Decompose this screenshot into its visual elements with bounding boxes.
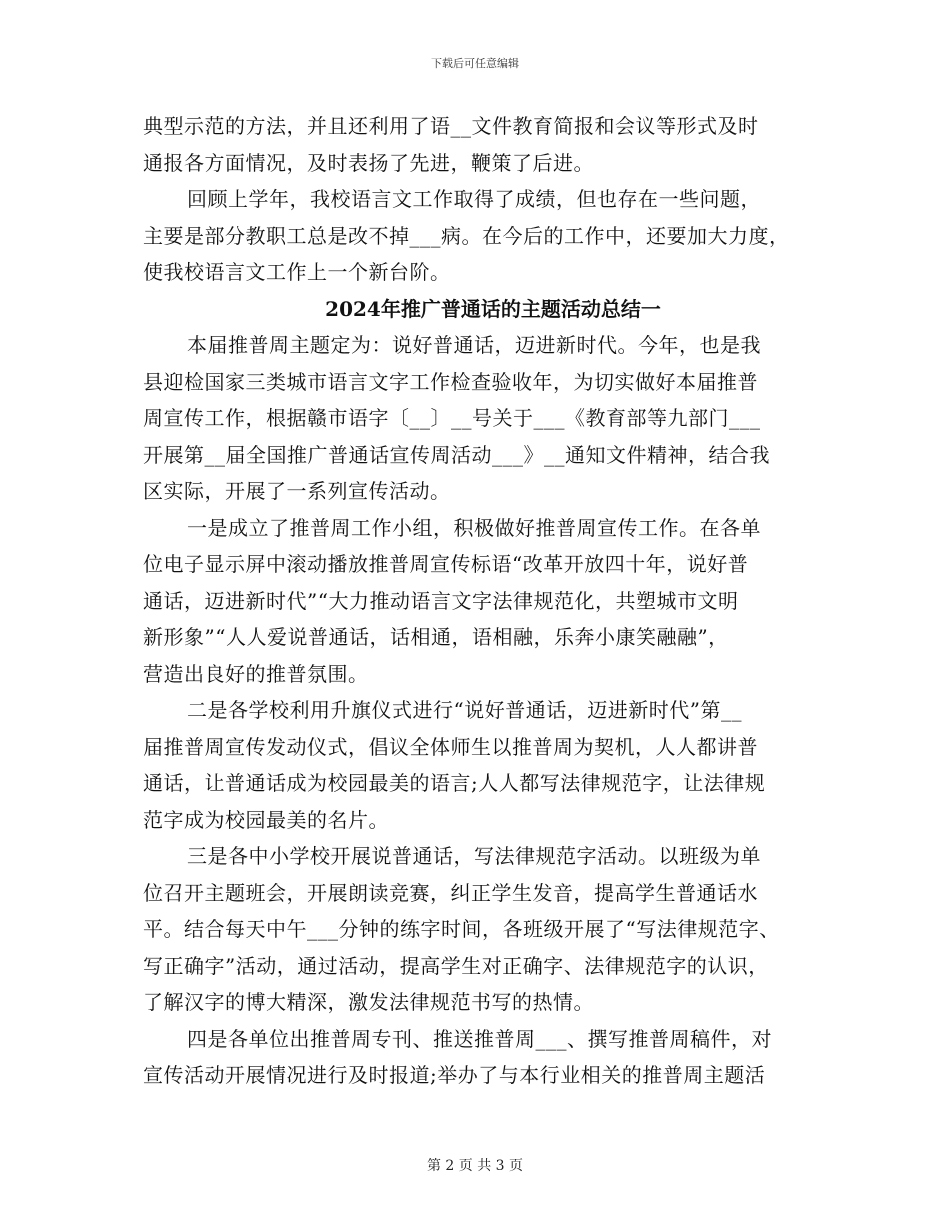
section-title: 2024年推广普通话的主题活动总结一 <box>325 296 661 321</box>
paragraph-line: 新形象”“人人爱说普通话，话相通，语相融，乐奔小康笑融融”， <box>143 625 729 649</box>
paragraph-line: 主要是部分教职工总是改不掉___病。在今后的工作中，还要加大力度， <box>143 223 790 248</box>
paragraph-line: 四是各单位出推普周专刊、推送推普周___、撰写推普周稿件，对 <box>187 1026 772 1051</box>
paragraph-line: 届推普周宣传发动仪式，倡议全体师生以推普周为契机，人人都讲普 <box>143 734 758 759</box>
paragraph-line: 通报各方面情况，及时表扬了先进，鞭策了后进。 <box>143 150 594 175</box>
header-note: 下载后可任意编辑 <box>431 57 519 70</box>
paragraph-line: 典型示范的方法，并且还利用了语__文件教育简报和会议等形式及时 <box>143 114 759 138</box>
paragraph-line: 位召开主题班会，开展朗读竞赛，纠正学生发音，提高学生普通话水 <box>143 880 758 905</box>
paragraph-line: 通话，让普通话成为校园最美的语言;人人都写法律规范字，让法律规 <box>143 771 766 795</box>
paragraph-line: 一是成立了推普周工作小组，积极做好推普周宣传工作。在各单 <box>187 515 761 540</box>
paragraph-line: 回顾上学年，我校语言文工作取得了成绩，但也存在一些问题， <box>187 187 761 211</box>
paragraph-line: 区实际，开展了一系列宣传活动。 <box>143 479 451 503</box>
paragraph-line: 营造出良好的推普氛围。 <box>143 661 369 686</box>
paragraph-line: 范字成为校园最美的名片。 <box>143 807 389 832</box>
paragraph-line: 开展第__届全国推广普通话宣传周活动___》__通知文件精神，结合我 <box>143 442 770 467</box>
paragraph-line: 本届推普周主题定为：说好普通话，迈进新时代。今年，也是我 <box>187 333 761 357</box>
paragraph-line: 写正确字”活动，通过活动，提高学生对正确字、法律规范字的认识， <box>143 953 769 978</box>
paragraph-line: 使我校语言文工作上一个新台阶。 <box>143 260 451 284</box>
paragraph-line: 了解汉字的博大精深，激发法律规范书写的热情。 <box>143 990 594 1014</box>
paragraph-line: 位电子显示屏中滚动播放推普周宣传标语“改革开放四十年，说好普 <box>143 552 749 576</box>
paragraph-line: 县迎检国家三类城市语言文字工作检查验收年，为切实做好本届推普 <box>143 369 758 394</box>
paragraph-line: 通话，迈进新时代”“大力推动语言文字法律规范化，共塑城市文明 <box>143 588 739 613</box>
paragraph-line: 宣传活动开展情况进行及时报道;举办了与本行业相关的推普周主题活 <box>143 1063 766 1087</box>
paragraph-line: 周宣传工作，根据赣市语字〔__〕__号关于___《教育部等九部门___ <box>143 406 761 430</box>
paragraph-line: 平。结合每天中午___分钟的练字时间，各班级开展了“写法律规范字、 <box>143 917 780 941</box>
document-body <box>143 108 823 1094</box>
paragraph-line: 三是各中小学校开展说普通话，写法律规范字活动。以班级为单 <box>187 844 761 868</box>
paragraph-line: 二是各学校利用升旗仪式进行“说好普通话，迈进新时代”第__ <box>187 698 742 722</box>
page-number: 第 2 页 共 3 页 <box>426 1158 524 1174</box>
